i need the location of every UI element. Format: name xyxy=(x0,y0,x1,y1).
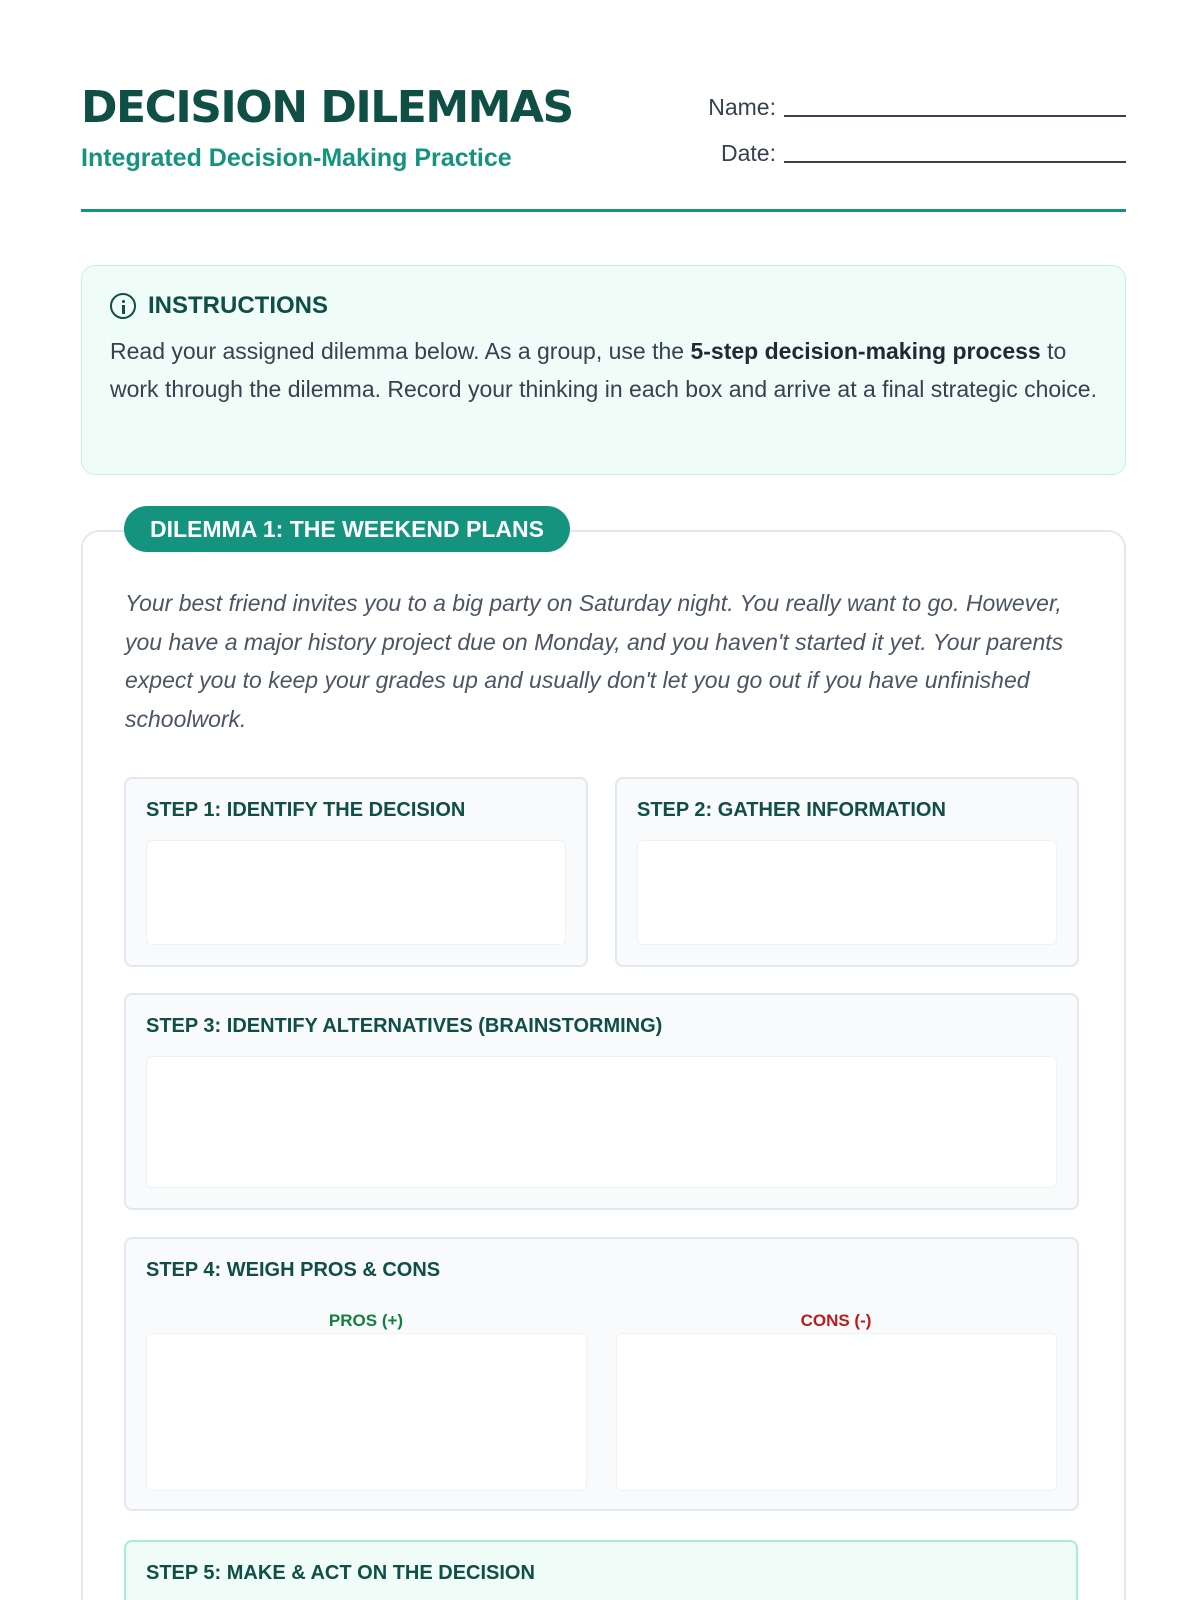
step3-answer-area[interactable] xyxy=(146,1056,1057,1188)
instructions-text xyxy=(110,332,1097,408)
step1-answer-area[interactable] xyxy=(146,840,566,945)
worksheet-header xyxy=(81,82,1126,212)
date-label: Date: xyxy=(721,140,776,166)
worksheet-title: DECISION DILEMMAS xyxy=(81,82,573,133)
cons-label: CONS (-) xyxy=(800,1311,872,1330)
instructions-heading: INSTRUCTIONS xyxy=(148,292,328,319)
worksheet-subtitle: Integrated Decision-Making Practice xyxy=(81,144,512,172)
step5-box xyxy=(124,1540,1078,1600)
step1-box xyxy=(124,777,588,967)
info-icon xyxy=(110,293,136,319)
instructions-text-end: to work through the dilemma. Record your thinking in each box and arrive at a final strategic choice. xyxy=(110,338,1097,402)
date-field xyxy=(694,140,1126,167)
name-label: Name: xyxy=(708,94,776,120)
dilemma-scenario: Your best friend invites you to a big party on Saturday night. You really want to go. However, you have a major history project due on Monday, and you haven't started it yet. Your parents expect you to keep your grades up and usually don't let you go out if you have unfinished schoolwork. xyxy=(125,590,1064,732)
step2-title: STEP 2: GATHER INFORMATION xyxy=(637,799,946,821)
cons-answer-area[interactable] xyxy=(616,1333,1057,1491)
dilemma-title-badge: DILEMMA 1: THE WEEKEND PLANS xyxy=(124,506,570,552)
step4-title: STEP 4: WEIGH PROS & CONS xyxy=(146,1259,441,1281)
step2-answer-area[interactable] xyxy=(637,840,1057,945)
step4-box xyxy=(124,1237,1079,1511)
step1-title: STEP 1: IDENTIFY THE DECISION xyxy=(146,799,466,821)
pros-label: PROS (+) xyxy=(328,1311,404,1330)
instructions-text-start: Read your assigned dilemma below. As a group, use the xyxy=(110,338,691,364)
step3-title: STEP 3: IDENTIFY ALTERNATIVES (BRAINSTORMING) xyxy=(146,1015,663,1037)
instructions-heading-row xyxy=(110,292,1097,320)
name-input-line[interactable] xyxy=(784,95,1126,117)
pros-answer-area[interactable] xyxy=(146,1333,587,1491)
step3-box xyxy=(124,993,1079,1210)
name-field xyxy=(694,94,1126,121)
instructions-panel xyxy=(81,265,1126,475)
step2-box xyxy=(615,777,1079,967)
date-input-line[interactable] xyxy=(784,141,1126,163)
instructions-text-bold: 5-step decision-making process xyxy=(690,338,1041,364)
step5-title: STEP 5: MAKE & ACT ON THE DECISION xyxy=(146,1562,535,1584)
